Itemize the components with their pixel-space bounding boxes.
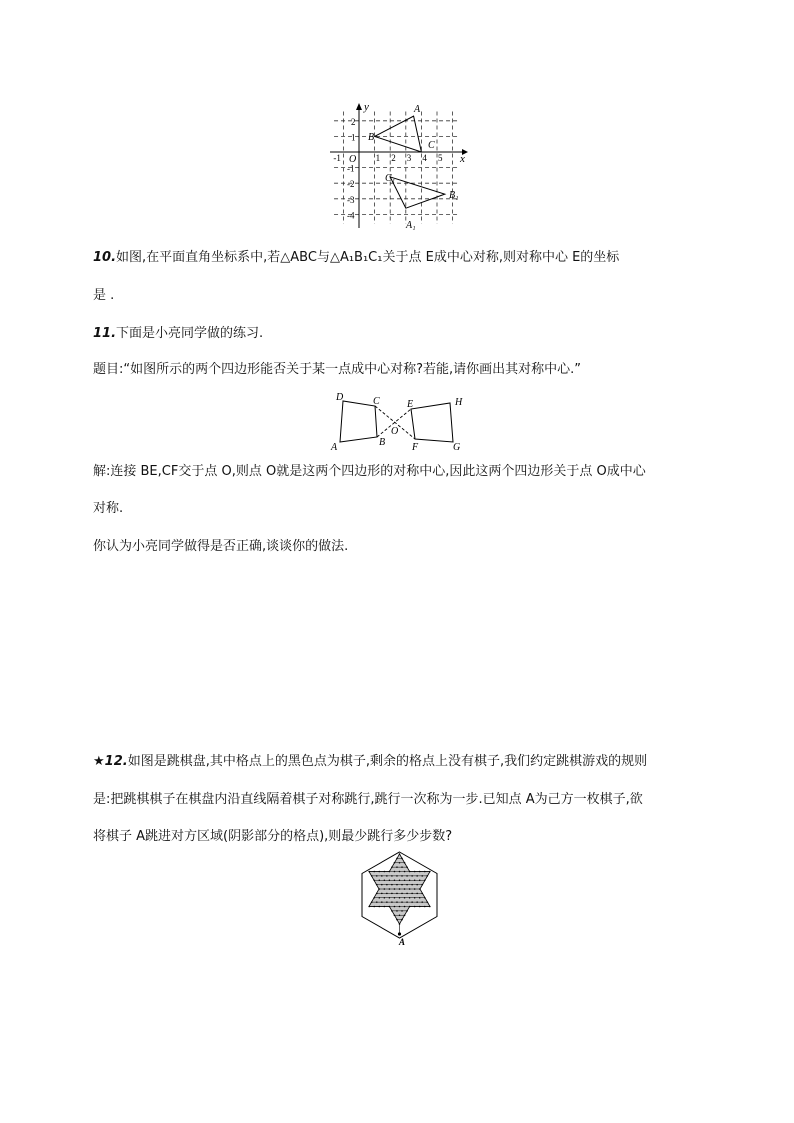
- board-point: [396, 875, 398, 877]
- q12-text: 如图是跳棋盘,其中格点上的黑色点为棋子,剩余的格点上没有棋子,我们约定跳棋游戏的规则: [127, 754, 648, 769]
- board-point: [421, 901, 423, 903]
- board-point: [399, 862, 401, 864]
- board-point: [409, 888, 411, 890]
- board-point: [406, 901, 408, 903]
- board-point: [399, 914, 401, 916]
- board-point: [404, 906, 406, 908]
- label-b: B: [379, 437, 386, 448]
- board-point: [401, 884, 403, 886]
- board-point: [386, 901, 388, 903]
- board-point: [424, 906, 426, 908]
- board-point: [394, 862, 396, 864]
- board-point: [368, 871, 370, 873]
- label-d: D: [336, 392, 344, 403]
- board-point: [421, 884, 423, 886]
- label-f: F: [412, 442, 419, 452]
- board-point: [384, 906, 386, 908]
- board-point: [406, 875, 408, 877]
- board-point: [384, 871, 386, 873]
- board-point: [376, 875, 378, 877]
- board-point: [381, 901, 383, 903]
- board-point: [386, 884, 388, 886]
- point-label-b: B: [368, 132, 375, 143]
- label-h: H: [455, 397, 463, 408]
- board-point: [384, 897, 386, 899]
- board-point: [391, 875, 393, 877]
- board-point: [406, 910, 408, 912]
- board-point: [426, 875, 428, 877]
- board-point: [429, 871, 431, 873]
- board-point: [399, 871, 401, 873]
- board-point: [373, 906, 375, 908]
- board-point: [411, 884, 413, 886]
- board-point: [396, 866, 398, 868]
- board-point: [396, 919, 398, 921]
- x-tick-label: 1: [375, 153, 381, 163]
- board-point: [368, 906, 370, 908]
- y-tick-label: 1: [351, 132, 356, 143]
- board-point: [411, 901, 413, 903]
- board-point: [396, 910, 398, 912]
- board-point: [416, 893, 418, 895]
- board-point: [399, 906, 401, 908]
- board-point: [406, 866, 408, 868]
- board-point: [396, 858, 398, 860]
- quadrilateral-abcd: [340, 401, 377, 442]
- board-point: [411, 875, 413, 877]
- board-point: [391, 910, 393, 912]
- board-point: [409, 897, 411, 899]
- board-point: [401, 893, 403, 895]
- board-point: [414, 871, 416, 873]
- q12-line1: [93, 753, 647, 771]
- board-point: [379, 879, 381, 881]
- board-point: [399, 853, 401, 855]
- board-point: [384, 888, 386, 890]
- point-label-a1: A₁: [406, 220, 416, 231]
- x-tick-label: -1: [333, 153, 341, 163]
- board-point: [424, 879, 426, 881]
- x-axis-label: x: [460, 153, 465, 165]
- y-tick-label: -2: [347, 179, 355, 190]
- board-point: [424, 897, 426, 899]
- board-point: [379, 906, 381, 908]
- x-tick-label: 5: [438, 153, 443, 163]
- board-point: [404, 879, 406, 881]
- board-point: [419, 879, 421, 881]
- board-point: [391, 893, 393, 895]
- board-point: [406, 893, 408, 895]
- board-point: [419, 871, 421, 873]
- board-point: [404, 914, 406, 916]
- q12-number: 12.: [104, 754, 128, 769]
- board-point: [394, 888, 396, 890]
- piece-a-label: A: [399, 937, 406, 947]
- board-point: [391, 884, 393, 886]
- board-point: [401, 919, 403, 921]
- board-point: [373, 871, 375, 873]
- board-point: [409, 871, 411, 873]
- q10-text: 如图,在平面直角坐标系中,若△ABC与△A₁B₁C₁关于点 E成中心对称,则对称中心 E的坐标: [116, 250, 620, 265]
- x-tick-label: 2: [391, 153, 396, 163]
- board-point: [391, 866, 393, 868]
- board-point: [419, 906, 421, 908]
- q10-answer-line: 是 .: [93, 288, 115, 303]
- y-tick-label: 2: [351, 116, 356, 127]
- board-point: [404, 871, 406, 873]
- board-point: [404, 862, 406, 864]
- board-point: [421, 893, 423, 895]
- board-point: [396, 884, 398, 886]
- board-point: [404, 888, 406, 890]
- label-e: E: [407, 399, 414, 410]
- board-point: [381, 884, 383, 886]
- board-point: [384, 879, 386, 881]
- point-label-c: C: [428, 140, 435, 151]
- board-point: [396, 893, 398, 895]
- board-point: [401, 901, 403, 903]
- board-point: [394, 906, 396, 908]
- point-label-a: A: [414, 104, 421, 115]
- q11-problem: 题目:“如图所示的两个四边形能否关于某一点成中心对称?若能,请你画出其对称中心.”: [93, 362, 582, 377]
- q11-question: 你认为小亮同学做得是否正确,谈谈你的做法.: [93, 539, 349, 554]
- board-point: [389, 897, 391, 899]
- q11-intro: 下面是小亮同学做的练习.: [116, 326, 264, 341]
- y-axis-arrow: [356, 103, 362, 110]
- x-tick-label: 4: [422, 153, 427, 163]
- board-point: [411, 893, 413, 895]
- board-point: [394, 871, 396, 873]
- label-g: G: [453, 442, 461, 452]
- point-label-c1: C₁: [385, 173, 396, 184]
- board-point: [414, 888, 416, 890]
- board-point: [371, 901, 373, 903]
- board-point: [416, 901, 418, 903]
- board-point: [386, 893, 388, 895]
- q12-checkers-board: [352, 848, 447, 948]
- board-point: [376, 884, 378, 886]
- board-point: [379, 871, 381, 873]
- q11-intro-line: [93, 325, 263, 343]
- q11-solution-line1: 解:连接 BE,CF交于点 O,则点 O就是这两个四边形的对称中心,因此这两个四边形关于点 O成中心: [93, 464, 646, 479]
- board-point: [401, 858, 403, 860]
- board-point: [424, 871, 426, 873]
- board-point: [399, 897, 401, 899]
- board-point: [379, 897, 381, 899]
- board-point: [401, 866, 403, 868]
- board-point: [386, 875, 388, 877]
- board-point: [401, 875, 403, 877]
- y-tick-label: -1: [347, 163, 355, 174]
- label-a: A: [331, 442, 338, 452]
- board-point: [373, 897, 375, 899]
- label-o: O: [391, 426, 399, 437]
- origin-label: O: [349, 154, 357, 165]
- star-icon: ★: [93, 754, 105, 769]
- q12-line2: 是:把跳棋棋子在棋盘内沿直线隔着棋子对称跳行,跳行一次称为一步.已知点 A为己方一枚棋子,欲: [93, 792, 643, 807]
- board-point: [414, 906, 416, 908]
- y-axis-label: y: [364, 101, 369, 113]
- x-tick-label: 3: [406, 153, 412, 163]
- board-point: [404, 897, 406, 899]
- board-point: [394, 897, 396, 899]
- point-label-b1: B₁: [449, 190, 459, 201]
- board-point: [373, 879, 375, 881]
- y-tick-label: -4: [347, 210, 355, 221]
- quadrilateral-efgh: [411, 403, 453, 442]
- board-point: [416, 884, 418, 886]
- board-point: [376, 901, 378, 903]
- board-point: [389, 871, 391, 873]
- board-point: [409, 879, 411, 881]
- board-point: [399, 879, 401, 881]
- board-point: [389, 879, 391, 881]
- board-point: [421, 875, 423, 877]
- board-point: [406, 884, 408, 886]
- board-point: [414, 879, 416, 881]
- board-point: [394, 914, 396, 916]
- board-point: [394, 879, 396, 881]
- board-point: [414, 897, 416, 899]
- q12-line3: 将棋子 A跳进对方区域(阴影部分的格点),则最少跳行多少步数?: [93, 829, 453, 844]
- board-point: [381, 893, 383, 895]
- label-c: C: [373, 396, 380, 407]
- board-point: [399, 888, 401, 890]
- board-point: [409, 906, 411, 908]
- board-point: [389, 906, 391, 908]
- board-point: [429, 906, 431, 908]
- q11-number: 11.: [93, 326, 117, 341]
- q10-text-line1: [93, 249, 619, 267]
- triangle-abc: [375, 116, 422, 152]
- board-point: [416, 875, 418, 877]
- board-point: [371, 875, 373, 877]
- board-point: [381, 875, 383, 877]
- board-point: [419, 897, 421, 899]
- board-point: [379, 888, 381, 890]
- board-point: [376, 893, 378, 895]
- board-point: [389, 888, 391, 890]
- board-point: [419, 888, 421, 890]
- board-point: [401, 910, 403, 912]
- q10-coordinate-figure: [320, 100, 470, 235]
- q10-number: 10.: [93, 250, 117, 265]
- y-tick-label: -3: [347, 194, 355, 205]
- q11-quadrilateral-figure: [325, 390, 475, 452]
- q11-solution-line2: 对称.: [93, 501, 124, 516]
- board-point: [391, 901, 393, 903]
- board-point: [426, 901, 428, 903]
- board-point: [396, 901, 398, 903]
